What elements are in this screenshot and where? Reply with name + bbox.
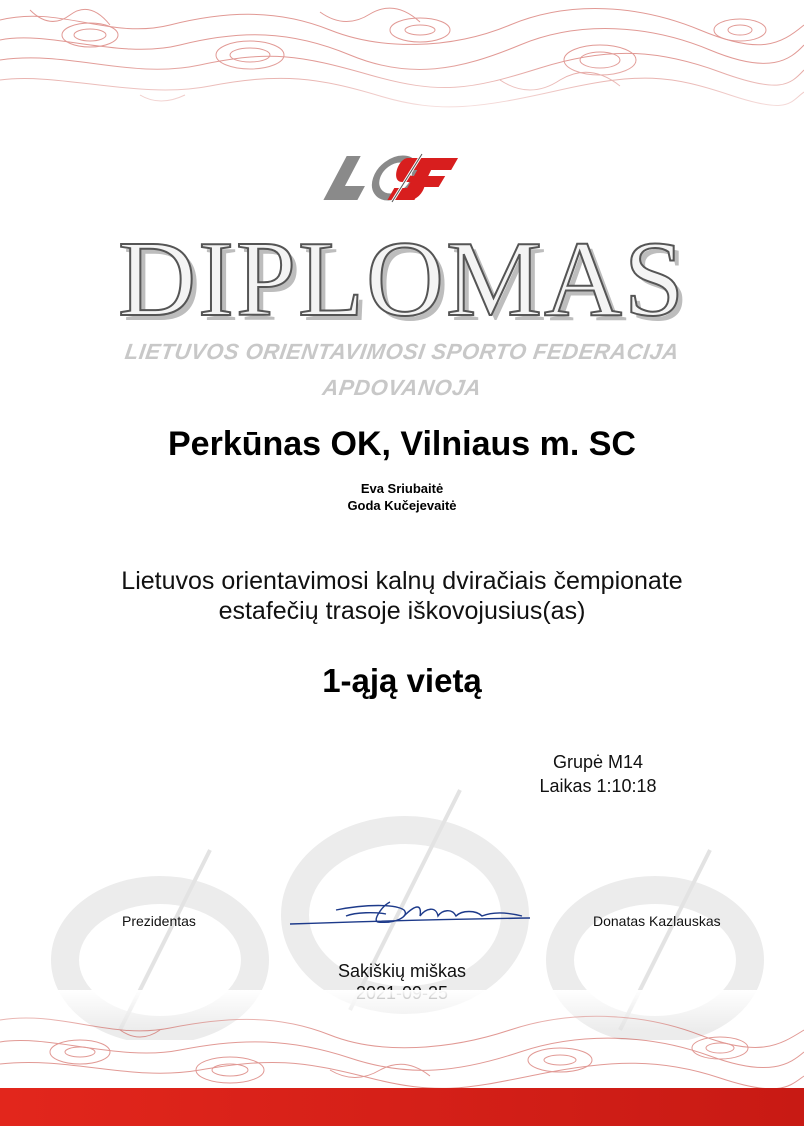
member-name: Goda Kučejevaitė — [347, 498, 457, 513]
recipient-club: Perkūnas OK, Vilniaus m. SC — [168, 425, 636, 463]
event-description — [0, 566, 804, 626]
place-awarded: 1-ąją vietą — [322, 662, 482, 699]
losf-logo-icon — [322, 152, 488, 204]
federation-awards: APDOVANOJA — [321, 375, 484, 400]
federation-name: LIETUVOS ORIENTAVIMOSI SPORTO FEDERACIJA — [123, 339, 681, 364]
diploma-title: DIPLOMAS — [117, 220, 687, 339]
time-label: Laikas 1:10:18 — [539, 776, 657, 796]
venue: Sakiškių miškas — [337, 961, 467, 981]
recipient-members — [0, 480, 804, 514]
signature-role: Prezidentas — [122, 913, 196, 929]
bottom-red-stripe — [0, 1088, 804, 1126]
signatory-name: Donatas Kazlauskas — [593, 913, 721, 929]
member-name: Eva Sriubaitė — [360, 481, 444, 496]
event-line-1: Lietuvos orientavimosi kalnų dviračiais čempionate — [121, 567, 683, 595]
top-contour-decoration — [0, 0, 804, 130]
signature-icon — [286, 896, 536, 930]
bottom-contour-decoration — [0, 990, 804, 1090]
group-label: Grupė M14 — [552, 752, 644, 772]
event-line-2: estafečių trasoje iškovojusius(as) — [218, 597, 586, 625]
